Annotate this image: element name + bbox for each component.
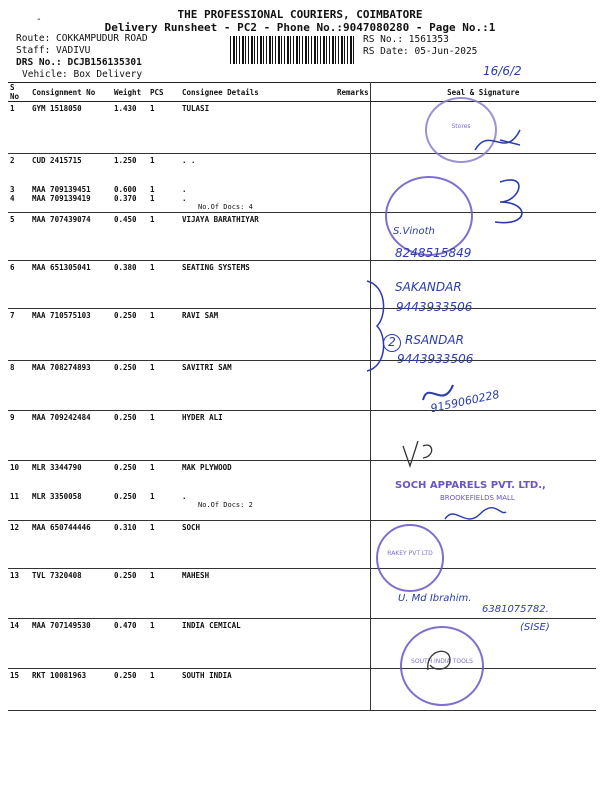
signature-12 <box>440 504 510 526</box>
row-sno <box>8 361 30 411</box>
barcode <box>230 36 356 64</box>
cell-value: 0.250 <box>114 671 137 680</box>
runsheet-title: Delivery Runsheet - PC2 - Phone No.:9047080280 - Page No.:1 <box>104 21 496 34</box>
row-weight <box>112 213 148 261</box>
staff: Staff: VADIVU <box>16 45 91 56</box>
hw-6-phone: 8248515849 <box>395 246 472 260</box>
col-remarks: Remarks <box>335 83 370 102</box>
drs-number <box>16 57 142 68</box>
row-details <box>180 569 335 619</box>
col-consignment: Consignment No <box>30 83 112 102</box>
stamp-1-text: Stores <box>451 123 471 130</box>
signature-5 <box>490 172 540 228</box>
signature-1 <box>470 120 530 160</box>
drs-value: DCJB156135301 <box>67 57 142 68</box>
cell-value: 1 <box>150 194 155 203</box>
row-sno <box>8 102 30 154</box>
row-weight <box>112 154 148 213</box>
no-of-docs: No.Of Docs: 4 <box>198 203 253 211</box>
cell-value: 1 <box>150 671 155 680</box>
row-details <box>180 461 335 521</box>
row-consignment <box>30 309 112 361</box>
row-weight <box>112 461 148 521</box>
hw-8-name: RSANDAR <box>405 333 464 347</box>
cell-value: MAA 710575103 <box>32 311 91 320</box>
cell-value: MAK PLYWOOD <box>182 463 232 472</box>
table-row <box>8 411 596 461</box>
row-weight <box>112 261 148 309</box>
cell-value: 8 <box>10 363 15 372</box>
row-details <box>180 361 335 411</box>
row-pcs <box>148 619 180 669</box>
row-details <box>180 669 335 711</box>
cell-value: MAHESH <box>182 571 210 580</box>
cell-value: 0.250 <box>114 311 137 320</box>
row-pcs <box>148 154 180 213</box>
hw-8-phone: 9443933506 <box>397 352 474 366</box>
row-consignment <box>30 669 112 711</box>
cell-value: 3 <box>10 185 15 194</box>
row-sno <box>8 521 30 569</box>
route: Route: COKKAMPUDUR ROAD <box>16 33 148 44</box>
stamp-15-text: SOUTH INDIA TOOLS <box>411 658 473 665</box>
row-pcs <box>148 411 180 461</box>
row-pcs <box>148 261 180 309</box>
cell-value: MAA 650744446 <box>32 523 91 532</box>
cell-value: 1 <box>150 104 155 113</box>
row-remarks <box>335 461 370 521</box>
cell-value: 1.430 <box>114 104 137 113</box>
drs-label: DRS No.: <box>16 57 62 68</box>
cell-value: 5 <box>10 215 15 224</box>
cell-value: SEATING SYSTEMS <box>182 263 250 272</box>
cell-value: 0.470 <box>114 621 137 630</box>
table-row <box>8 521 596 569</box>
cell-value: 1 <box>150 156 155 165</box>
cell-value: 1 <box>150 621 155 630</box>
cell-value: . . <box>182 156 196 165</box>
cell-value: SOUTH INDIA <box>182 671 232 680</box>
cell-value: 1.250 <box>114 156 137 165</box>
cell-value: 0.250 <box>114 363 137 372</box>
cell-value: 0.450 <box>114 215 137 224</box>
cell-value: 1 <box>150 571 155 580</box>
cell-value: MAA 707149530 <box>32 621 91 630</box>
cell-value: 0.600 <box>114 185 137 194</box>
col-pcs: PCS <box>148 83 180 102</box>
hw-9-phone: 9159060228 <box>429 387 501 416</box>
cell-value: 15 <box>10 671 20 680</box>
table-row <box>8 261 596 309</box>
row-sno <box>8 619 30 669</box>
cell-value: 12 <box>10 523 20 532</box>
row-remarks <box>335 569 370 619</box>
cell-value: HYDER ALI <box>182 413 223 422</box>
table-row <box>8 361 596 411</box>
cell-value: SAVITRI SAM <box>182 363 232 372</box>
hw-14-name: U. Md Ibrahim. <box>398 593 472 604</box>
cell-value: 7 <box>10 311 15 320</box>
cell-value: 0.310 <box>114 523 137 532</box>
cell-value: 0.250 <box>114 571 137 580</box>
cell-value: MAA 709139419 <box>32 194 91 203</box>
rs-number: RS No.: 1561353 <box>363 34 449 45</box>
hw-6-name: S.Vinoth <box>393 226 435 237</box>
vehicle: Vehicle: Box Delivery <box>22 69 143 80</box>
row-consignment <box>30 619 112 669</box>
cell-value: 0.370 <box>114 194 137 203</box>
row-consignment <box>30 361 112 411</box>
row-remarks <box>335 669 370 711</box>
hw-14-note: (SISE) <box>520 622 550 633</box>
cell-value: TVL 7320408 <box>32 571 82 580</box>
row-consignment <box>30 411 112 461</box>
hw-14-phone: 6381075782. <box>482 604 549 615</box>
hw-8-mark: 2 <box>383 334 401 352</box>
cell-value: VIJAYA BARATHIYAR <box>182 215 259 224</box>
cell-value: 1 <box>150 185 155 194</box>
cell-value: 11 <box>10 492 20 501</box>
hw-7-name: SAKANDAR <box>395 280 462 294</box>
row-weight <box>112 102 148 154</box>
cell-value: RKT 10081963 <box>32 671 87 680</box>
stamp-5 <box>385 176 473 256</box>
row-pcs <box>148 461 180 521</box>
cell-value: 1 <box>150 311 155 320</box>
row-pcs <box>148 669 180 711</box>
row-sno <box>8 461 30 521</box>
row-pcs <box>148 309 180 361</box>
table-header <box>8 83 596 102</box>
company-title: THE PROFESSIONAL COURIERS, COIMBATORE <box>177 8 423 21</box>
row-consignment <box>30 261 112 309</box>
cell-value: 0.250 <box>114 492 137 501</box>
cell-value: RAVI SAM <box>182 311 219 320</box>
row-details <box>180 261 335 309</box>
row-consignment <box>30 521 112 569</box>
row-remarks <box>335 154 370 213</box>
cell-value: . <box>182 492 187 501</box>
cell-value: 1 <box>10 104 15 113</box>
col-sno: S No <box>8 83 30 102</box>
dash-mark: - <box>36 14 42 25</box>
cell-value: 10 <box>10 463 20 472</box>
row-weight <box>112 521 148 569</box>
cell-value: GYM 1518050 <box>32 104 82 113</box>
row-sno <box>8 309 30 361</box>
row-pcs <box>148 102 180 154</box>
brace-mark <box>362 276 392 376</box>
row-sno <box>8 669 30 711</box>
row-pcs <box>148 521 180 569</box>
cell-value: 14 <box>10 621 20 630</box>
cell-value: 0.380 <box>114 263 137 272</box>
row-details <box>180 619 335 669</box>
row-weight <box>112 361 148 411</box>
cell-value: 1 <box>150 463 155 472</box>
col-seal: Seal & Signature <box>370 83 596 102</box>
rs-date: RS Date: 05-Jun-2025 <box>363 46 478 57</box>
cell-value: SOCH <box>182 523 201 532</box>
handwritten-date: 16/6/2 <box>483 64 522 78</box>
cell-value: 1 <box>150 263 155 272</box>
row-pcs <box>148 213 180 261</box>
row-consignment <box>30 102 112 154</box>
row-details <box>180 213 335 261</box>
cell-value: MLR 3350058 <box>32 492 82 501</box>
row-weight <box>112 669 148 711</box>
stamp-13-text: RAKEY PVT LTD <box>387 550 433 557</box>
cell-value: . <box>182 185 187 194</box>
cell-value: 0.250 <box>114 413 137 422</box>
cell-value: 2 <box>10 156 15 165</box>
no-of-docs: No.Of Docs: 2 <box>198 501 253 509</box>
cell-value: MAA 709242484 <box>32 413 91 422</box>
row-pcs <box>148 569 180 619</box>
signature-15 <box>420 640 460 680</box>
cell-value: TULASI <box>182 104 210 113</box>
cell-value: 9 <box>10 413 15 422</box>
col-details: Consignee Details <box>180 83 335 102</box>
cell-value: MAA 707439074 <box>32 215 91 224</box>
row-consignment <box>30 461 112 521</box>
row-details <box>180 102 335 154</box>
cell-value: 1 <box>150 215 155 224</box>
table-row <box>8 309 596 361</box>
cell-value: 1 <box>150 413 155 422</box>
table-row <box>8 619 596 669</box>
col-weight: Weight <box>112 83 148 102</box>
row-weight <box>112 309 148 361</box>
cell-value: 4 <box>10 194 15 203</box>
row-remarks <box>335 102 370 154</box>
cell-value: 13 <box>10 571 20 580</box>
row-sno <box>8 569 30 619</box>
row-weight <box>112 411 148 461</box>
stamp-13 <box>376 524 444 592</box>
row-sno <box>8 261 30 309</box>
soch-stamp-branch: BROOKEFIELDS MALL <box>440 494 515 502</box>
hw-7-phone: 9443933506 <box>396 300 473 314</box>
cell-value: . <box>182 194 187 203</box>
row-remarks <box>335 411 370 461</box>
cell-value: 6 <box>10 263 15 272</box>
row-remarks <box>335 619 370 669</box>
row-consignment <box>30 154 112 213</box>
signature-10 <box>398 436 443 470</box>
cell-value: 0.250 <box>114 463 137 472</box>
cell-value: MAA 708274893 <box>32 363 91 372</box>
row-details <box>180 411 335 461</box>
row-weight <box>112 569 148 619</box>
row-details <box>180 154 335 213</box>
row-sno <box>8 213 30 261</box>
cell-value: MAA 651305041 <box>32 263 91 272</box>
cell-value: 1 <box>150 492 155 501</box>
cell-value: MAA 709139451 <box>32 185 91 194</box>
row-pcs <box>148 361 180 411</box>
cell-value: INDIA CEMICAL <box>182 621 241 630</box>
row-consignment <box>30 213 112 261</box>
row-remarks <box>335 213 370 261</box>
cell-value: CUD 2415715 <box>32 156 82 165</box>
row-consignment <box>30 569 112 619</box>
table-row <box>8 669 596 711</box>
row-sno <box>8 154 30 213</box>
row-remarks <box>335 521 370 569</box>
cell-value: 1 <box>150 523 155 532</box>
row-details <box>180 309 335 361</box>
row-weight <box>112 619 148 669</box>
cell-value: 1 <box>150 363 155 372</box>
soch-stamp-company: SOCH APPARELS PVT. LTD., <box>395 480 546 491</box>
row-sno <box>8 411 30 461</box>
cell-value: MLR 3344790 <box>32 463 82 472</box>
row-details <box>180 521 335 569</box>
